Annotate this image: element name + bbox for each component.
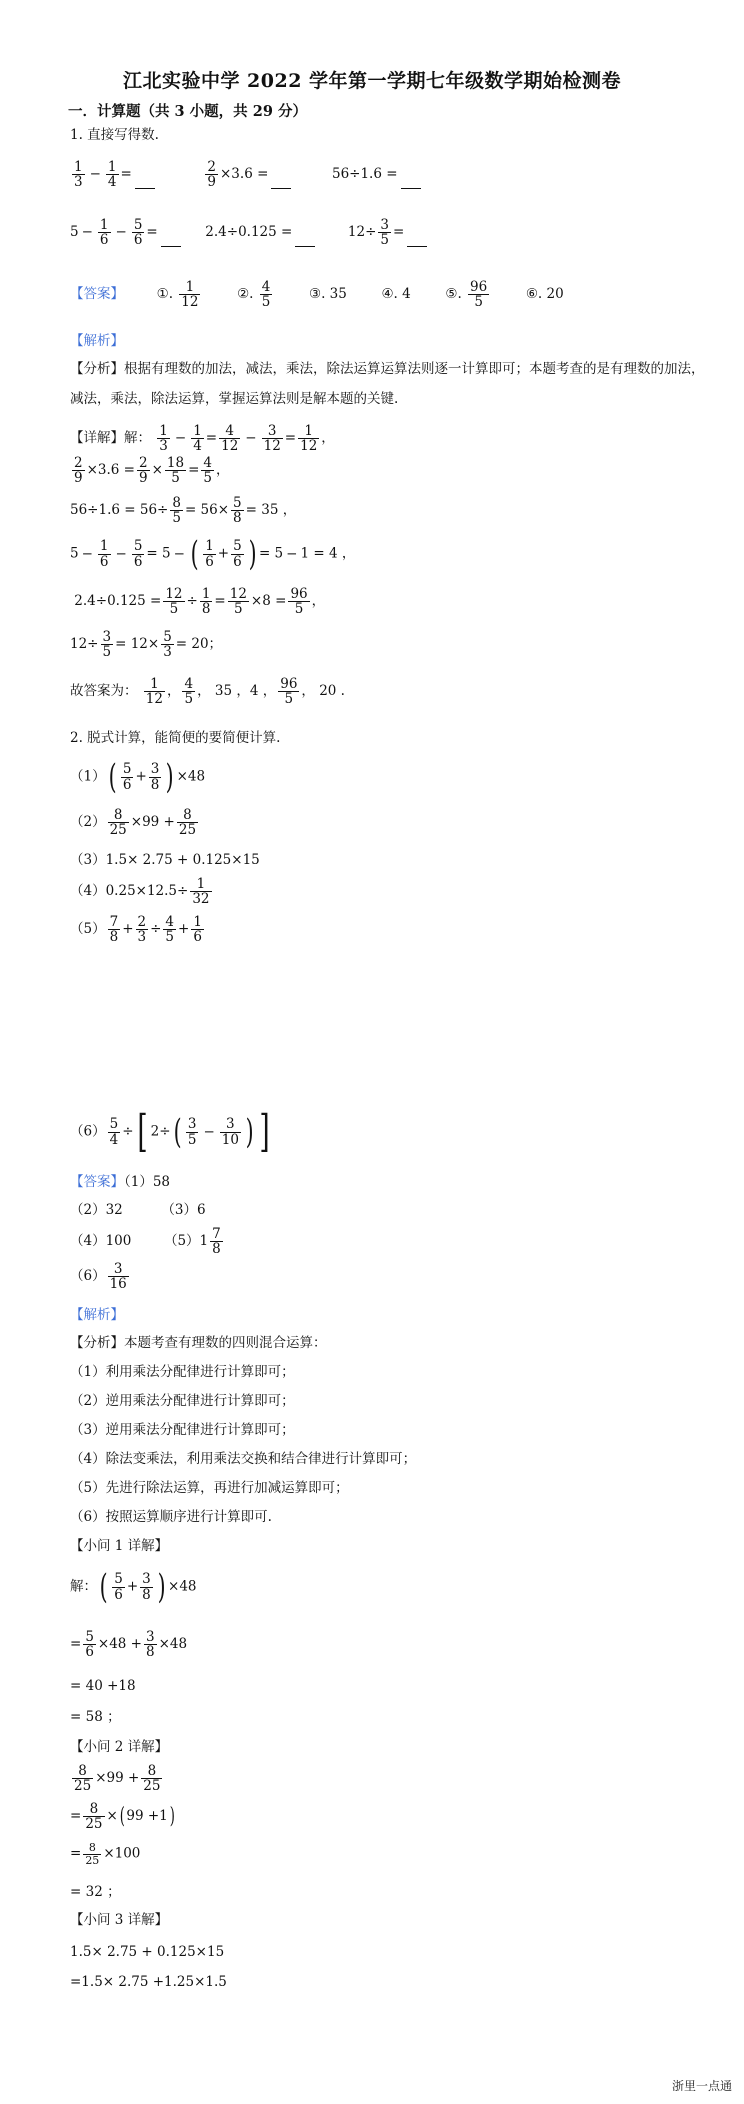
q2-item-2: （2） $\frac{8}{25}$ ×99 + $\frac{8}{25}$: [70, 807, 197, 839]
analysis-text: （2）逆用乘法分配律进行计算即可；: [70, 1393, 295, 1409]
work-line: $\frac{8}{25}$ ×99 + $\frac{8}{25}$: [74, 1763, 161, 1795]
detail-label: 【详解】解：: [70, 430, 151, 447]
answer-den: 5: [261, 294, 271, 311]
answer-label: 【答案】: [70, 1174, 124, 1190]
answer-value: 4: [402, 286, 411, 303]
answer-marker: ③.: [308, 286, 326, 303]
answer-value: （1）58: [124, 1174, 171, 1190]
answer-value: （5）: [163, 1233, 200, 1250]
q2-item-1: （1）( $\frac{5}{6}$ + $\frac{3}{8}$ ) ×48: [70, 757, 206, 797]
answer-den: 5: [474, 294, 483, 311]
final-label: 故答案为：: [70, 683, 138, 700]
answer-value: （4）100: [70, 1233, 132, 1250]
item-number: （1）: [70, 768, 106, 785]
q2-item-3: （3）1.5× 2.75 + 0.125×15: [70, 852, 260, 868]
work-line: 解：( $\frac{5}{6}$ + $\frac{3}{8}$ ) ×48: [70, 1567, 197, 1607]
page-title: 江北实验中学 2022 学年第一学期七年级数学期始检测卷: [122, 70, 622, 92]
q2-answer-row: （4）100 （5）1 $\frac{7}{8}$: [70, 1226, 221, 1258]
q2-item-5: （5） $\frac{7}{8}$ + $\frac{2}{3}$ ÷ $\frac{4}{5}$ + $\frac{1}{6}$: [70, 914, 202, 946]
answer-marker: ④.: [381, 286, 398, 303]
answer-value: 35: [329, 286, 347, 303]
work-line: = 40 +18: [70, 1678, 136, 1694]
final-answer-line: 故答案为： $\frac{1}{12}$ ， $\frac{4}{5}$ ， 35 ，4 ， $\frac{96}{5}$ ， 20 .: [70, 676, 345, 708]
answer-label: 【答案】: [70, 286, 124, 303]
q2-answer-6: （6） $\frac{3}{16}$: [70, 1261, 127, 1293]
q2-item-4: （4）0.25×12.5÷ $\frac{1}{32}$: [70, 876, 210, 908]
item-number: （4）: [70, 883, 106, 900]
detail-line: 56÷1.6 = 56÷ $\frac{8}{5}$ = 56× $\frac{5}{8}$ = 35 ，: [70, 495, 297, 527]
detail-line: 【详解】解： $\frac{1}{3}$ − $\frac{1}{4}$ = $\frac{4}{12}$ − $\frac{3}{12}$ = $\frac{1}{12}$ ，: [70, 423, 335, 455]
analysis-text: 【分析】根据有理数的加法，减法，乘法，除法运算运算法则逐一计算即可；本题考查的是有理数的加法，: [70, 361, 705, 377]
sub-heading: 【小问 2 详解】: [70, 1739, 169, 1755]
answer-marker: ②.: [237, 286, 254, 303]
work-line: = $\frac{8}{25}$ ×( 99 +1): [70, 1801, 175, 1833]
q2-item-6: （6） $\frac{5}{4}$ ÷[ 2÷( $\frac{3}{5}$ − $\frac{3}{10}$ ) ]: [70, 1106, 270, 1157]
answer-num: 96: [470, 279, 488, 295]
item-number: （6）: [70, 1123, 106, 1140]
analysis-text: 【分析】本题考查有理数的四则混合运算：: [70, 1335, 327, 1351]
analysis-text: （5）先进行除法运算，再进行加减运算即可；: [70, 1480, 349, 1496]
q2-answer-row: [70, 1202, 206, 1218]
analysis-label: 【解析】: [70, 1307, 124, 1323]
item-number: （3）: [70, 852, 106, 868]
q2-prompt: 2. 脱式计算，能简便的要简便计算.: [70, 730, 281, 746]
q1-row2: 5 − $\frac{1}{6}$ − $\frac{5}{6}$ = 2.4÷0.125 = 12÷ $\frac{3}{5}$ =: [70, 218, 427, 247]
answer-marker: ①.: [156, 286, 173, 303]
answer-value: （2）32: [70, 1202, 123, 1218]
item-number: （5）: [70, 921, 106, 938]
analysis-text: （3）逆用乘法分配律进行计算即可；: [70, 1422, 295, 1438]
sub-heading: 【小问 3 详解】: [70, 1912, 169, 1928]
answer-den: 12: [181, 294, 199, 311]
work-line: = 58 ；: [70, 1709, 121, 1725]
answer-marker: ⑤.: [445, 286, 462, 303]
analysis-text: （4）除法变乘法，利用乘法交换和结合律进行计算即可；: [70, 1451, 417, 1467]
analysis-label: 【解析】: [70, 333, 124, 349]
q1-row1: $\frac{1}{3}$ − $\frac{1}{4}$ = $\frac{2}{9}$ ×3.6 = 56÷1.6 =: [70, 160, 421, 189]
work-line: = 32 ；: [70, 1884, 121, 1900]
q1-answer: [70, 280, 564, 309]
answer-num: 4: [261, 279, 271, 295]
detail-line: 5 − $\frac{1}{6}$ − $\frac{5}{6}$ = 5 − ( $\frac{1}{6}$ + $\frac{5}{6}$ ) = 5 − 1 = 4 ，: [70, 534, 356, 574]
analysis-text: （6）按照运算顺序进行计算即可.: [70, 1509, 272, 1525]
analysis-text: 减法，乘法，除法运算，掌握运算法则是解本题的关键.: [70, 391, 399, 407]
detail-line: $\frac{2}{9}$ ×3.6 = $\frac{2}{9}$ × $\frac{18}{5}$ = $\frac{4}{5}$ ，: [74, 455, 230, 487]
section-heading: 一．计算题（共 3 小题，共 29 分）: [68, 103, 307, 120]
answer-value: 20: [546, 286, 564, 303]
sub-heading: 【小问 1 详解】: [70, 1538, 169, 1554]
item-number: （2）: [70, 814, 106, 831]
analysis-text: （1）利用乘法分配律进行计算即可；: [70, 1364, 295, 1380]
detail-line: 2.4÷0.125 = $\frac{12}{5}$ ÷ $\frac{1}{8}$ = $\frac{12}{5}$ ×8 = $\frac{96}{5}$ ，: [70, 586, 326, 618]
answer-num: 1: [179, 280, 200, 295]
q2-answer-1: [70, 1174, 170, 1190]
answer-value: （3）6: [161, 1202, 206, 1218]
footer-brand: 浙里一点通: [671, 2079, 732, 2093]
answer-value: （6）: [70, 1268, 106, 1285]
solve-label: 解：: [70, 1578, 97, 1595]
detail-line: 12÷ $\frac{3}{5}$ = 12× $\frac{5}{3}$ = 20；: [70, 629, 223, 661]
q1-prompt: 1. 直接写得数.: [70, 127, 159, 143]
work-line: 1.5× 2.75 + 0.125×15: [70, 1944, 225, 1960]
work-line: = $\frac{5}{6}$ ×48 + $\frac{3}{8}$ ×48: [70, 1629, 188, 1661]
work-line: =1.5× 2.75 +1.25×1.5: [70, 1974, 227, 1990]
answer-marker: ⑥.: [525, 286, 543, 303]
work-line: = $\frac{8}{25}$ ×100: [70, 1841, 141, 1867]
